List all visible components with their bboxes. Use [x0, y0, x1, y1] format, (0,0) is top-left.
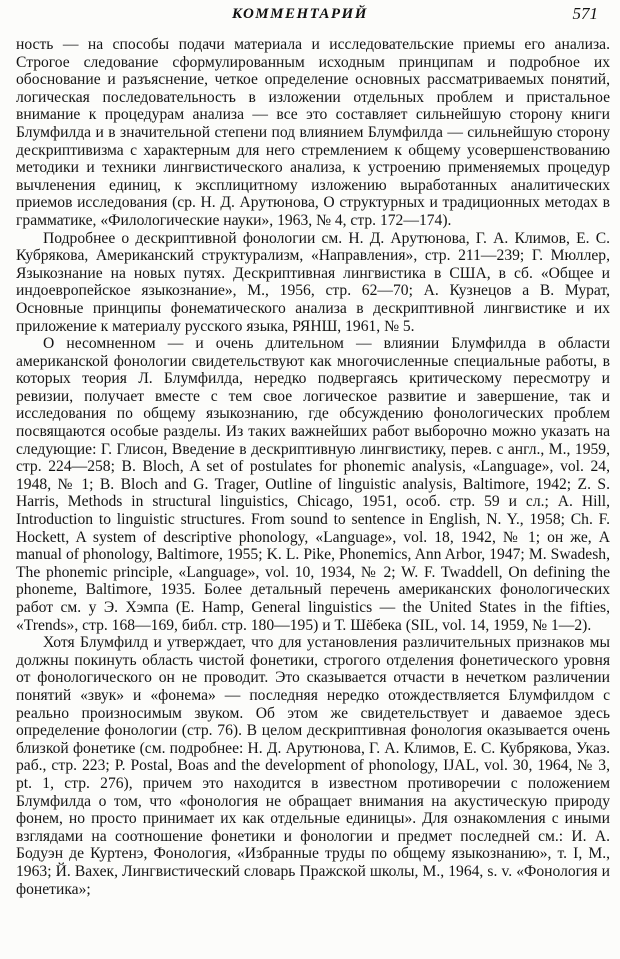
page-number: 571: [572, 4, 598, 23]
paragraph-bloomfield-influence: О несомненном — и очень длительном — влиянии Блумфилда в области американской фонологии свидетельствуют как многочисленные специальные работы, в которых теория Л. Блумфилда, нередко подвергаясь критическому пересмотру и ревизии, получает вместе с тем свое логическое развитие и завершение, так и исследования по общему языкознанию, где обсуждению фонологических проблем посвящаются особые разделы. Из таких важнейших работ выборочно можно указать на следующие: Г. Глисон, Введение в дескриптивную лингвистику, перев. с англ., М., 1959, стр. 224—258; B. Bloch, A set of postulates for phonemic analysis, «Language», vol. 24, 1948, № 1; B. Bloch and G. Trager, Outline of linguistic analysis, Baltimore, 1942; Z. S. Harris, Methods in structural linguistics, Chicago, 1951, особ. стр. 59 и сл.; A. Hill, Introduction to linguistic structures. From sound to sentence in English, N. Y., 1958; Ch. F. Hockett, A system of descriptive phonology, «Language», vol. 18, 1942, № 1; он же, A manual of phonology, Baltimore, 1955; K. L. Pike, Phonemics, Ann Arbor, 1947; M. Swadesh, The phonemic principle, «Language», vol. 10, 1934, № 2; W. F. Twaddell, On defining the phoneme, Baltimore, 1935. Более детальный перечень американских фонологических работ см. у Э. Хэмпа (E. Hamp, General linguistics — the United States in the fifties, «Trends», стр. 168—169, библ. стр. 180—195) и Т. Шёбека (SIL, vol. 14, 1959, № 1—2).: [16, 335, 610, 634]
commentary-text: [16, 36, 610, 898]
paragraph-phonetics-phonology: Хотя Блумфилд и утверждает, что для установления различительных признаков мы должны покинуть область чистой фонетики, строгого отделения фонетического уровня от фонологического он не проводит. Это сказывается отчасти в нечетком различении понятий «звук» и «фонема» — последняя нередко отождествляется Блумфилдом с реально произносимым звуком. Об этом же свидетельствует и даваемое здесь определение фонологии (стр. 76). В целом дескриптивная фонология оказывается очень близкой фонетике (см. подробнее: Н. Д. Арутюнова, Г. А. Климов, Е. С. Кубрякова, Указ. раб., стр. 223; P. Postal, Boas and the development of phonology, IJAL, vol. 30, 1964, № 3, pt. 1, стр. 276), причем это находится в известном противоречии с положением Блумфилда о том, что «фонология не обращает внимания на акустическую природу фонем, но просто принимает их как отдельные единицы». Для ознакомления с иными взглядами на соотношение фонетики и фонологии и предмет последней см.: И. А. Бодуэн де Куртенэ, Фонология, «Избранные труды по общему языкознанию», т. I, М., 1963; Й. Вахек, Лингвистический словарь Пражской школы, М., 1964, s. v. «Фонология и фонетика»;: [16, 634, 610, 898]
paragraph-continuation: ность — на способы подачи материала и исследовательские приемы его анализа. Строгое следование сформулированным исходным принципам и подробное их обоснование и разъяснение, четкое определение основных рассматриваемых понятий, логическая последовательность в изложении отдельных проблем и пристальное внимание к процедурам анализа — все это составляет сильнейшую сторону книги Блумфилда и в значительной степени под влиянием Блумфилда — сильнейшую сторону дескриптивизма с характерным для него стремлением к общему усовершенствованию методики и техники лингвистического анализа, к устроению применяемых процедур вычленения единиц, к эксплицитному изложению выработанных аналитических приемов исследования (ср. Н. Д. Арутюнова, О структурных и традиционных методах в грамматике, «Филологические науки», 1963, № 4, стр. 172—174).: [16, 36, 610, 229]
paragraph-descriptive-phonology-refs: Подробнее о дескриптивной фонологии см. Н. Д. Арутюнова, Г. А. Климов, Е. С. Кубрякова, Американский структурализм, «Направления», стр. 211—239; Г. Мюллер, Языкознание на новых путях. Дескриптивная лингвистика в США, в сб. «Общее и индоевропейское языкознание», М., 1956, стр. 62—70; А. Кузнецов а В. Мурат, Основные принципы фонематического анализа в дескриптивной лингвистике и их приложение к материалу русского языка, РЯНШ, 1961, № 5.: [16, 229, 610, 335]
page-header: [0, 2, 620, 30]
running-head: КОММЕНТАРИЙ: [232, 6, 368, 22]
